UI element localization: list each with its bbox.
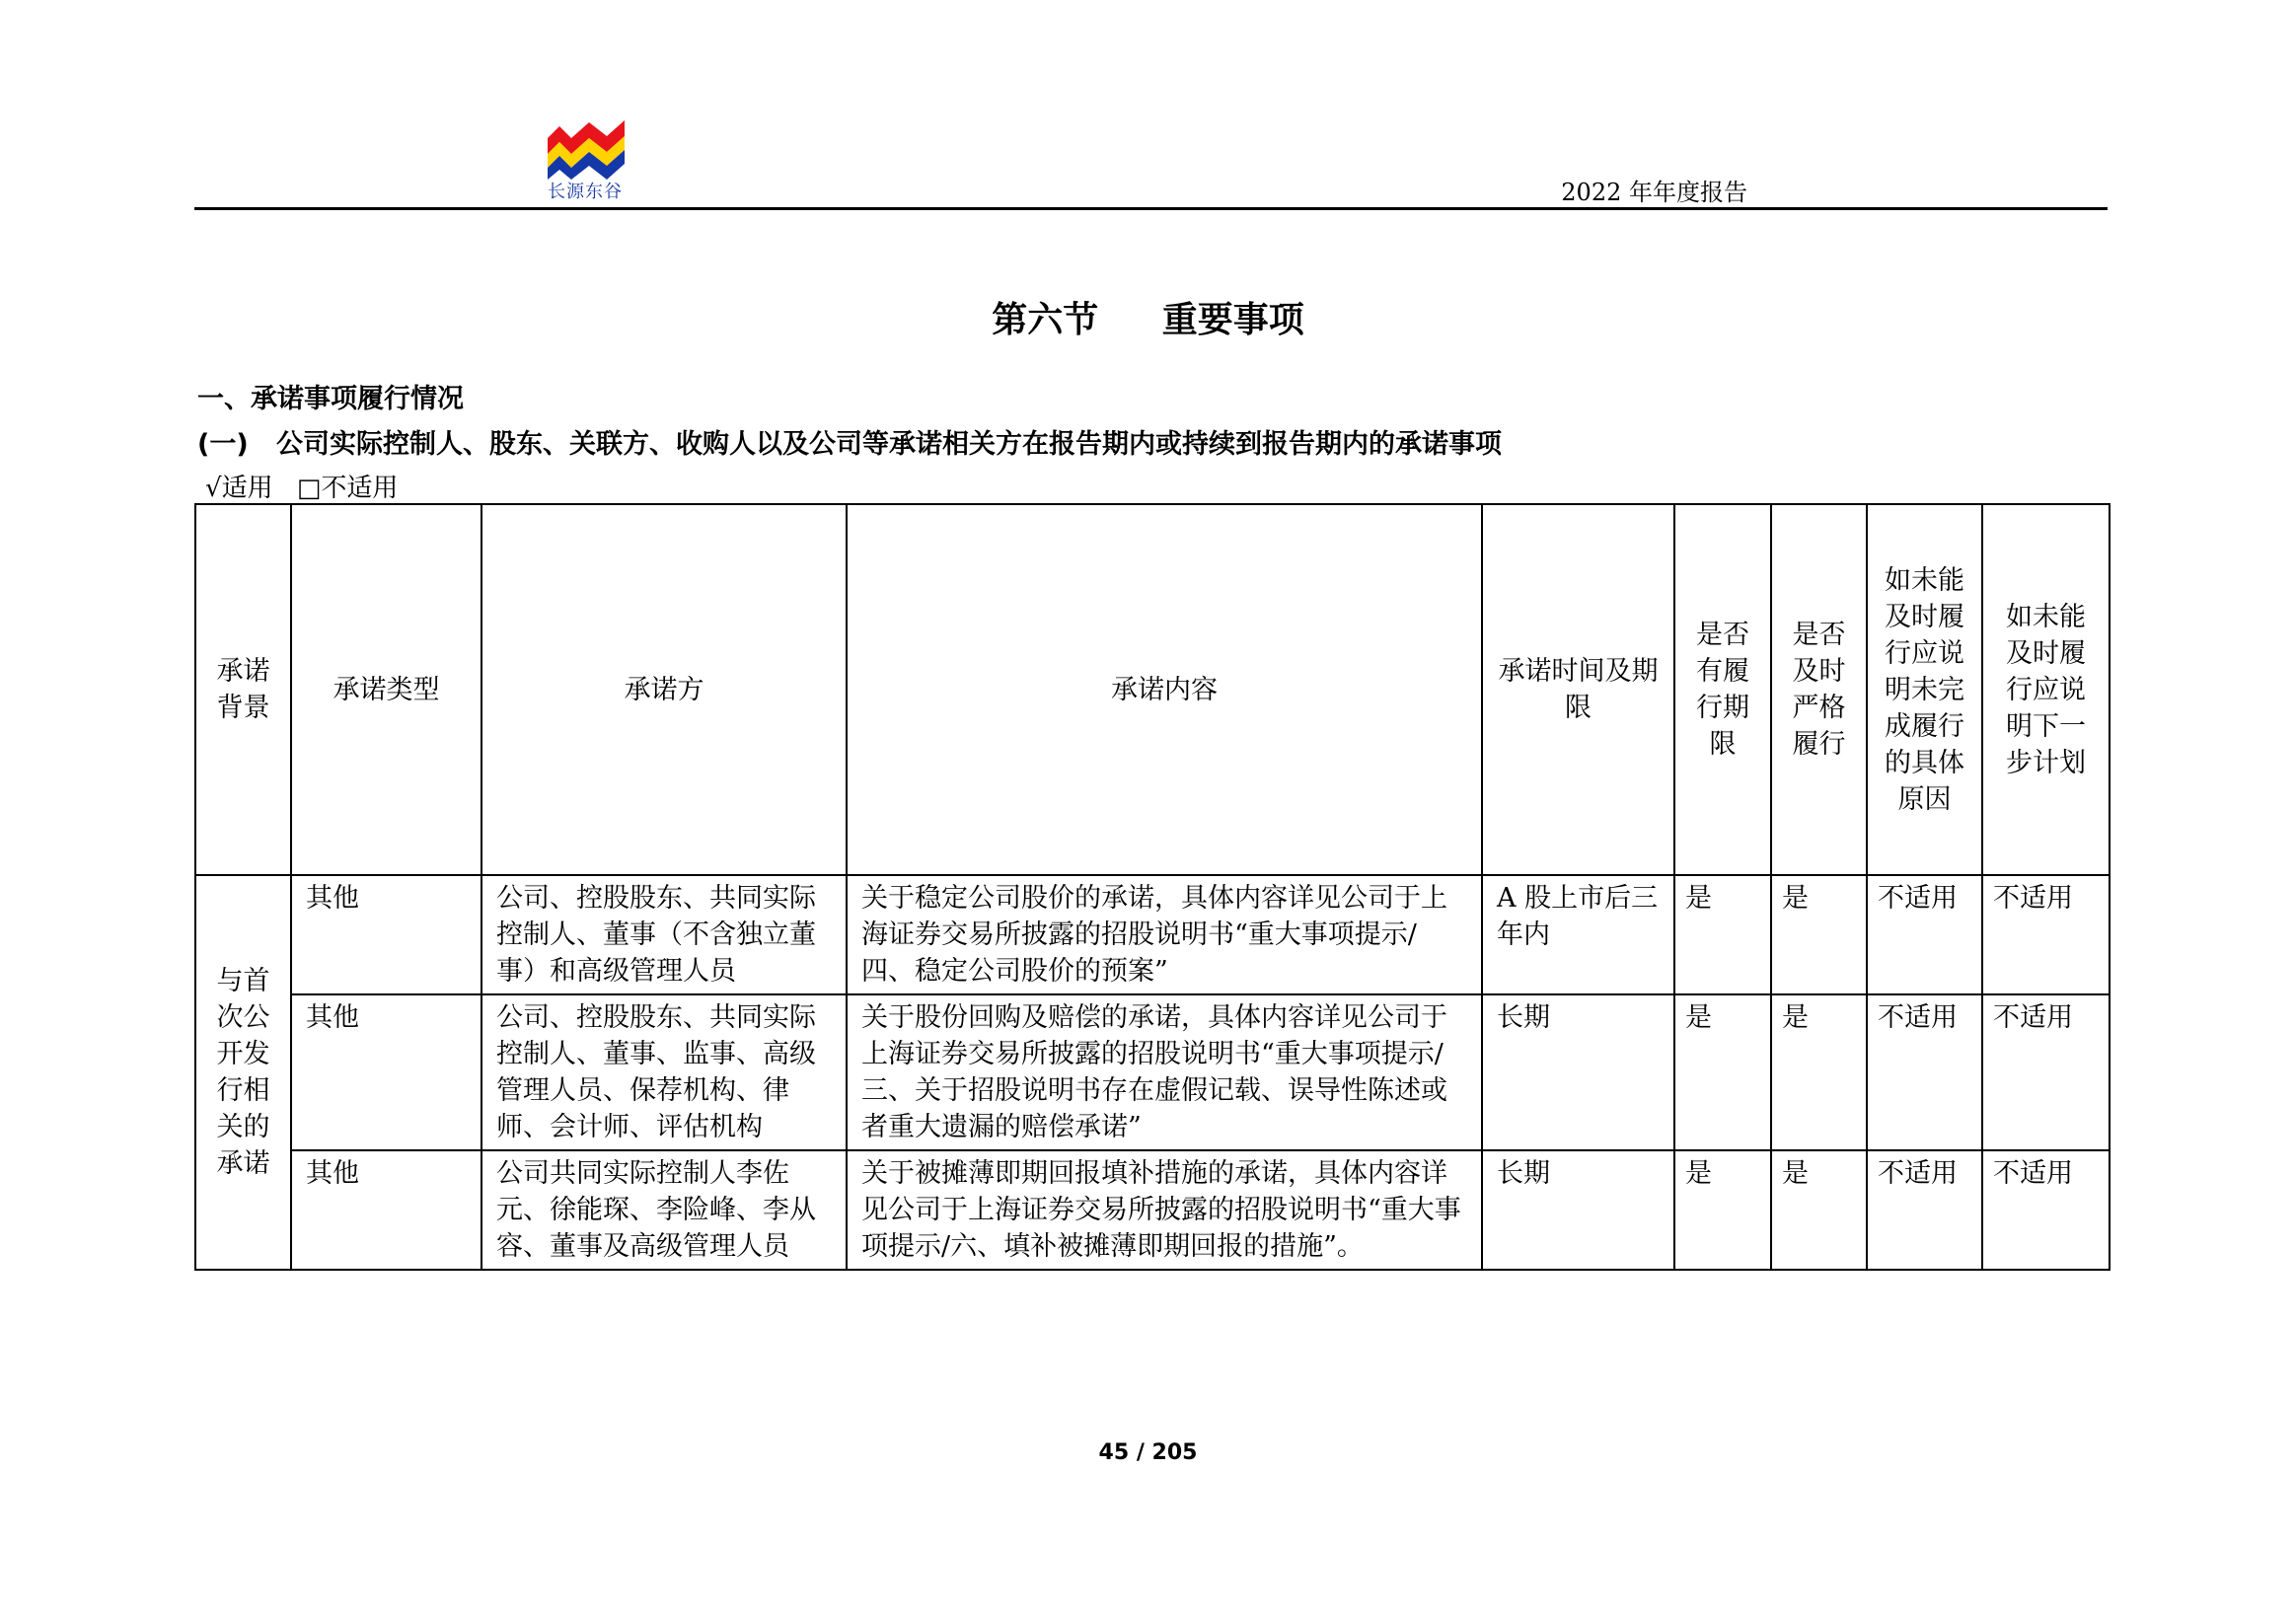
reason-cell: 不适用 [1867, 1150, 1982, 1270]
section-title [0, 292, 2296, 342]
timely-cell: 是 [1771, 875, 1867, 994]
timely-cell: 是 [1771, 1150, 1867, 1270]
applicable-checked: √适用 [205, 474, 273, 503]
header-type: 承诺类型 [291, 504, 481, 875]
type-cell: 其他 [291, 994, 481, 1150]
plan-cell: 不适用 [1982, 994, 2110, 1150]
subheading-number: (一) [197, 429, 249, 460]
report-title: 2022 年年度报告 [1561, 179, 1747, 206]
party-cell: 公司、控股股东、共同实际控制人、董事、监事、高级管理人员、保荐机构、律师、会计师、评估机构 [481, 994, 847, 1150]
commitments-table [194, 503, 2111, 1271]
timely-cell: 是 [1771, 994, 1867, 1150]
table-header-row [195, 504, 2110, 875]
has-period-cell: 是 [1674, 1150, 1771, 1270]
header-party: 承诺方 [481, 504, 847, 875]
has-period-cell: 是 [1674, 875, 1771, 994]
page-number: 45 / 205 [1098, 1440, 1198, 1465]
header-plan: 如未能及时履行应说明下一步计划 [1982, 504, 2110, 875]
header-period: 承诺时间及期限 [1482, 504, 1674, 875]
period-cell: 长期 [1482, 994, 1674, 1150]
header-timely: 是否及时严格履行 [1771, 504, 1867, 875]
reason-cell: 不适用 [1867, 875, 1982, 994]
heading-commitments: 一、承诺事项履行情况 [197, 384, 464, 414]
header-has-period: 是否有履行期限 [1674, 504, 1771, 875]
header-content: 承诺内容 [847, 504, 1482, 875]
subheading-text: 公司实际控制人、股东、关联方、收购人以及公司等承诺相关方在报告期内或持续到报告期内的承诺事项 [276, 429, 1502, 460]
plan-cell: 不适用 [1982, 875, 2110, 994]
type-cell: 其他 [291, 1150, 481, 1270]
table-row [195, 994, 2110, 1150]
party-cell: 公司共同实际控制人李佐元、徐能琛、李险峰、李从容、董事及高级管理人员 [481, 1150, 847, 1270]
period-cell: 长期 [1482, 1150, 1674, 1270]
plan-cell: 不适用 [1982, 1150, 2110, 1270]
header-background: 承诺背景 [195, 504, 291, 875]
table-row [195, 1150, 2110, 1270]
header-reason: 如未能及时履行应说明未完成履行的具体原因 [1867, 504, 1982, 875]
subheading-commitment-parties [197, 422, 1502, 461]
has-period-cell: 是 [1674, 994, 1771, 1150]
section-number: 第六节 [992, 300, 1099, 340]
not-applicable-unchecked: □不适用 [296, 474, 399, 503]
logo-text: 长源东谷 [548, 182, 623, 202]
table-row [195, 875, 2110, 994]
section-name: 重要事项 [1161, 300, 1304, 340]
content-cell: 关于被摊薄即期回报填补措施的承诺，具体内容详见公司于上海证券交易所披露的招股说明书“重大事项提示/六、填补被摊薄即期回报的措施”。 [847, 1150, 1482, 1270]
applicability-options [205, 468, 398, 504]
period-cell: A 股上市后三年内 [1482, 875, 1674, 994]
content-cell: 关于稳定公司股价的承诺，具体内容详见公司于上海证券交易所披露的招股说明书“重大事项提示/四、稳定公司股价的预案” [847, 875, 1482, 994]
header-divider [194, 207, 2108, 210]
reason-cell: 不适用 [1867, 994, 1982, 1150]
type-cell: 其他 [291, 875, 481, 994]
background-cell: 与首次公开发行相关的承诺 [195, 875, 291, 1270]
party-cell: 公司、控股股东、共同实际控制人、董事（不含独立董事）和高级管理人员 [481, 875, 847, 994]
content-cell: 关于股份回购及赔偿的承诺，具体内容详见公司于上海证券交易所披露的招股说明书“重大事项提示/三、关于招股说明书存在虚假记载、误导性陈述或者重大遗漏的赔偿承诺” [847, 994, 1482, 1150]
wave-flag-icon [546, 116, 634, 180]
